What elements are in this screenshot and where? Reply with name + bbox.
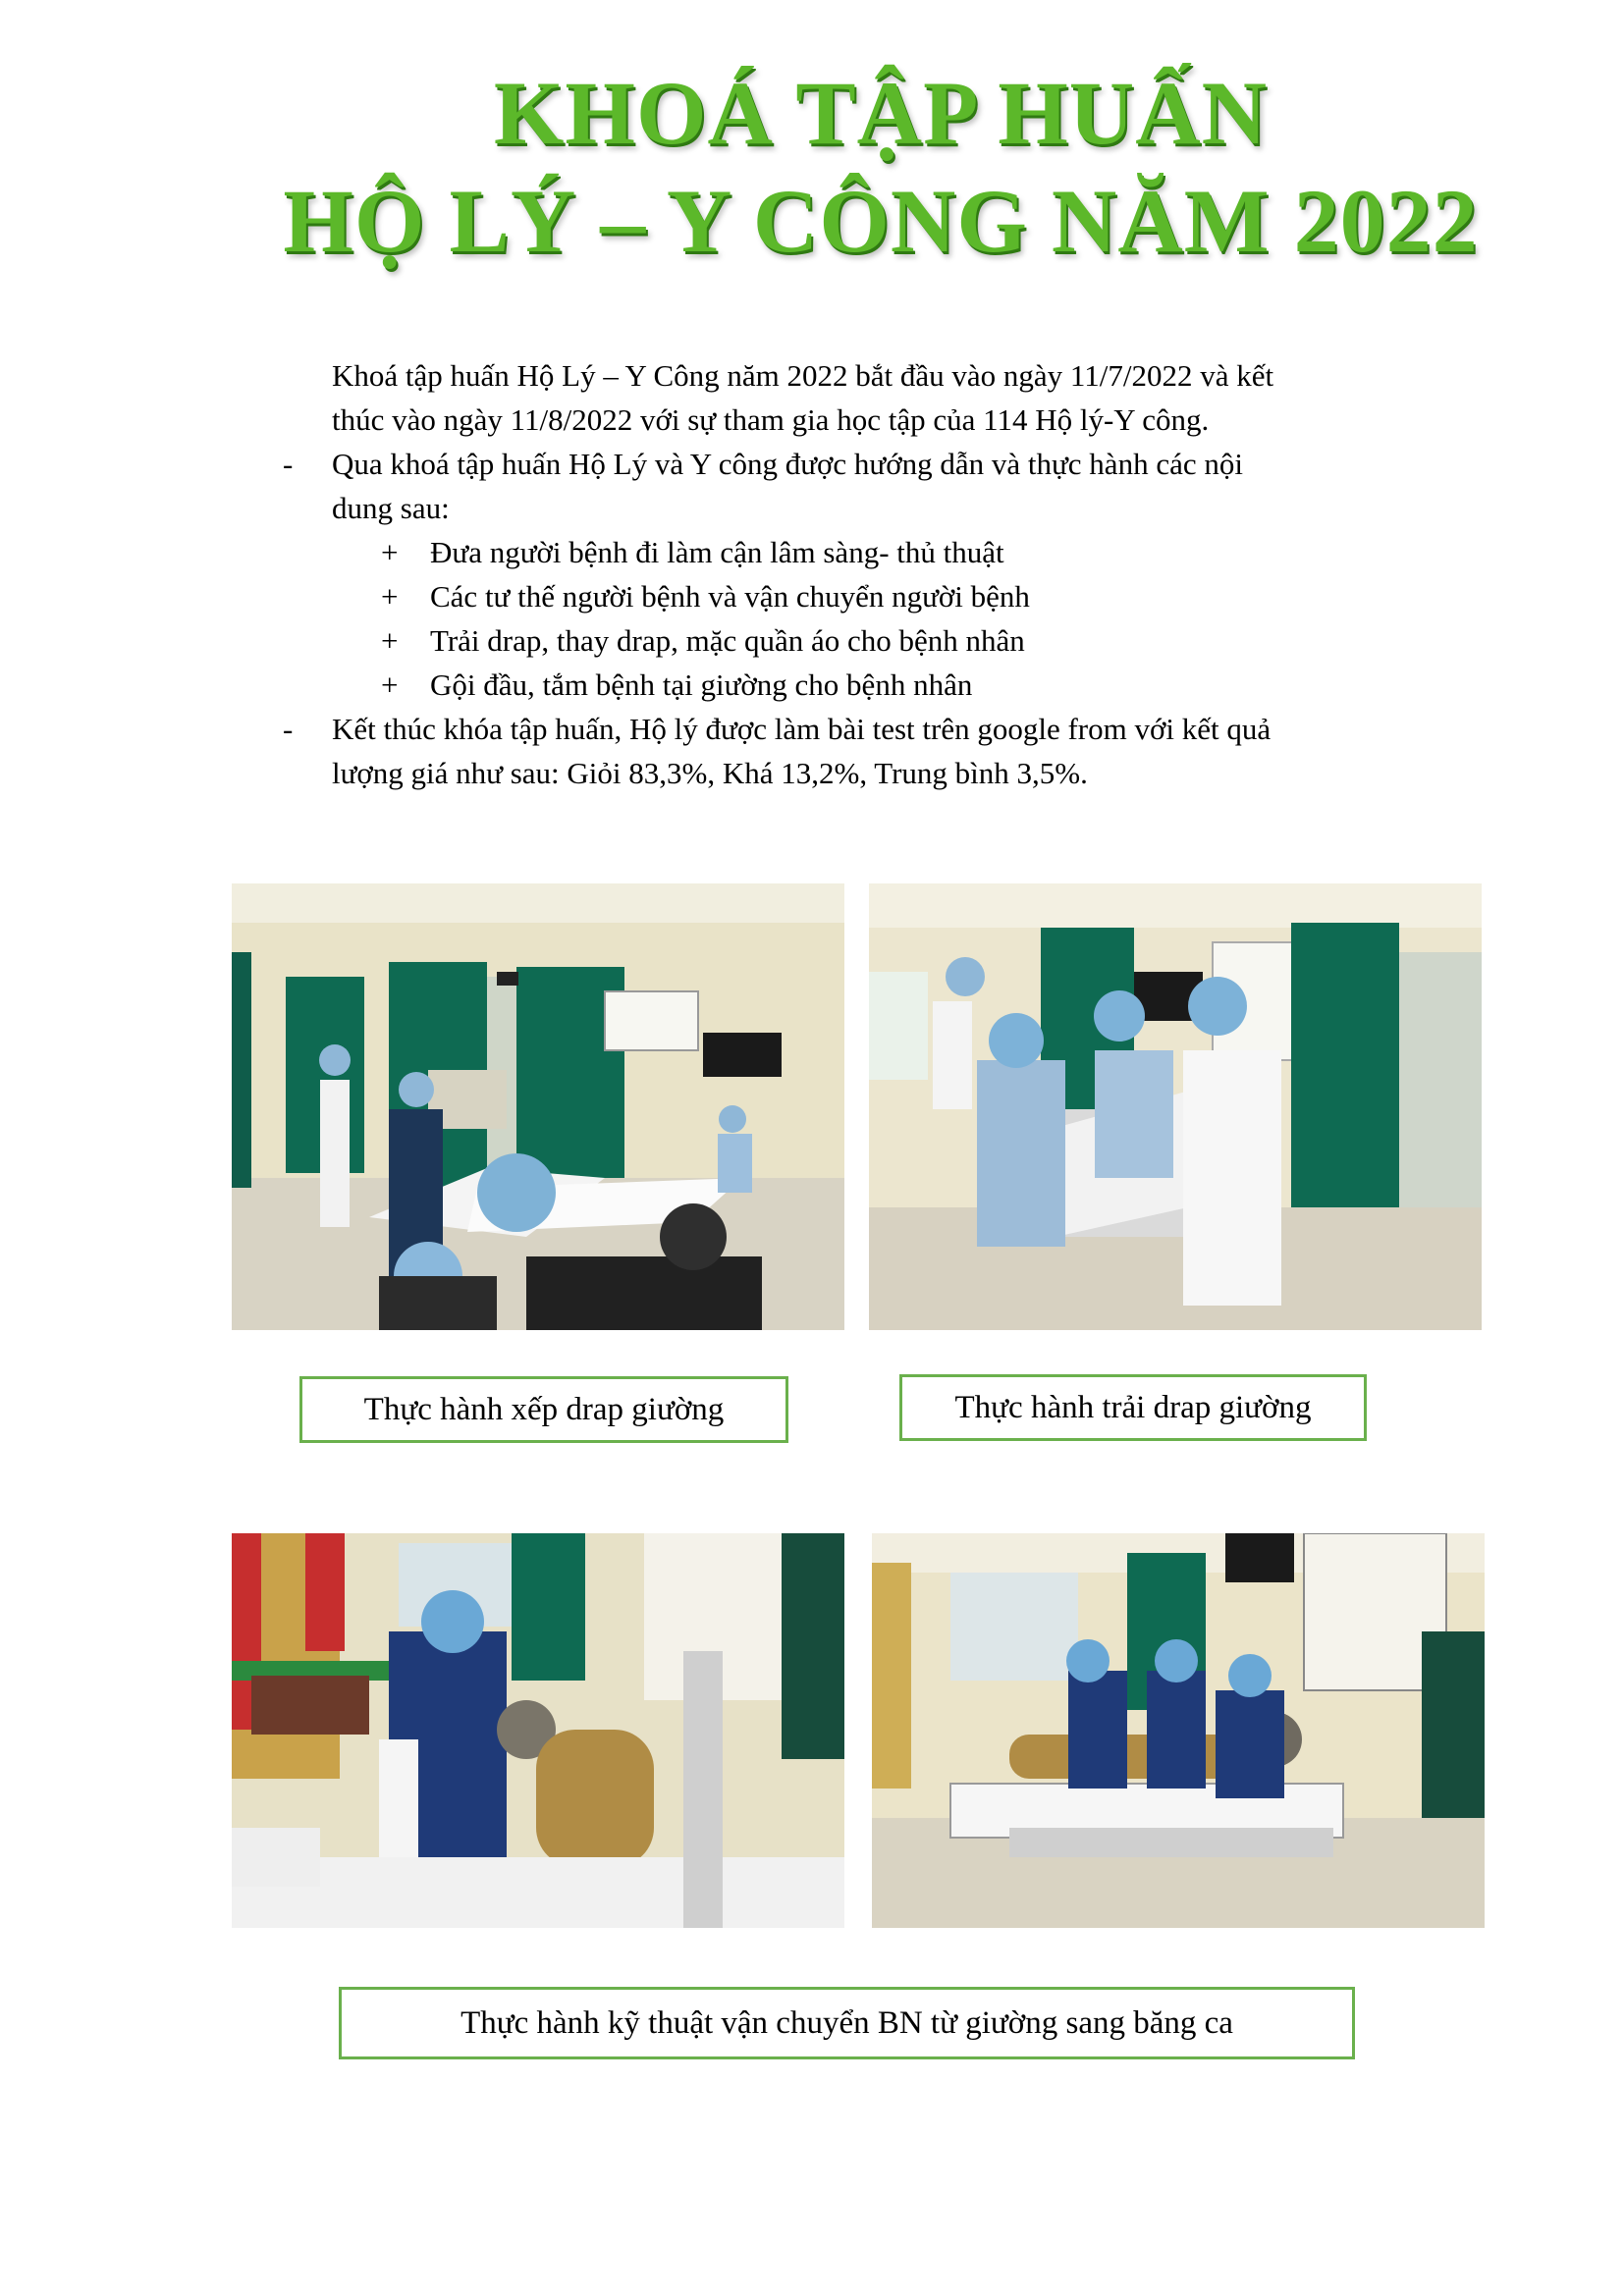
photo-patient-transfer-1: [232, 1533, 844, 1928]
bullet-2-line-1: Kết thúc khóa tập huấn, Hộ lý được làm bài test trên google from với kết quả: [332, 712, 1272, 746]
photo-spreading-sheets: [869, 883, 1482, 1330]
bullet-1-line-1: Qua khoá tập huấn Hộ Lý và Y công được hướng dẫn và thực hành các nội: [332, 447, 1243, 481]
bullet-marker: -: [283, 447, 294, 481]
sub-item-marker: +: [381, 667, 399, 702]
sub-item-marker: +: [381, 579, 399, 614]
sub-item-marker: +: [381, 623, 399, 658]
bullet-marker: -: [283, 712, 294, 746]
photo-folding-sheets: [232, 883, 844, 1330]
bullet-1-line-2: dung sau:: [332, 491, 450, 525]
sub-item-4: Gội đầu, tắm bệnh tại giường cho bệnh nhân: [430, 667, 973, 702]
caption-photo-1: Thực hành xếp drap giường: [299, 1376, 788, 1443]
caption-photo-2: Thực hành trải drap giường: [899, 1374, 1367, 1441]
caption-photos-3-4: Thực hành kỹ thuật vận chuyển BN từ giường sang băng ca: [339, 1987, 1355, 2059]
sub-item-3: Trải drap, thay drap, mặc quần áo cho bệnh nhân: [430, 623, 1025, 658]
sub-item-marker: +: [381, 535, 399, 569]
page-title-line-2: HỘ LÝ – Y CÔNG NĂM 2022: [283, 171, 1479, 271]
bullet-2-line-2: lượng giá như sau: Giỏi 83,3%, Khá 13,2%, Trung bình 3,5%.: [332, 756, 1088, 790]
intro-line-1: Khoá tập huấn Hộ Lý – Y Công năm 2022 bắt đầu vào ngày 11/7/2022 và kết: [332, 358, 1274, 393]
sub-item-2: Các tư thế người bệnh và vận chuyển người bệnh: [430, 579, 1030, 614]
page-title-line-1: KHOÁ TẬP HUẤN: [493, 63, 1269, 163]
intro-line-2: thúc vào ngày 11/8/2022 với sự tham gia học tập của 114 Hộ lý-Y công.: [332, 402, 1210, 437]
photo-patient-transfer-2: [872, 1533, 1485, 1928]
sub-item-1: Đưa người bệnh đi làm cận lâm sàng- thủ thuật: [430, 535, 1004, 569]
